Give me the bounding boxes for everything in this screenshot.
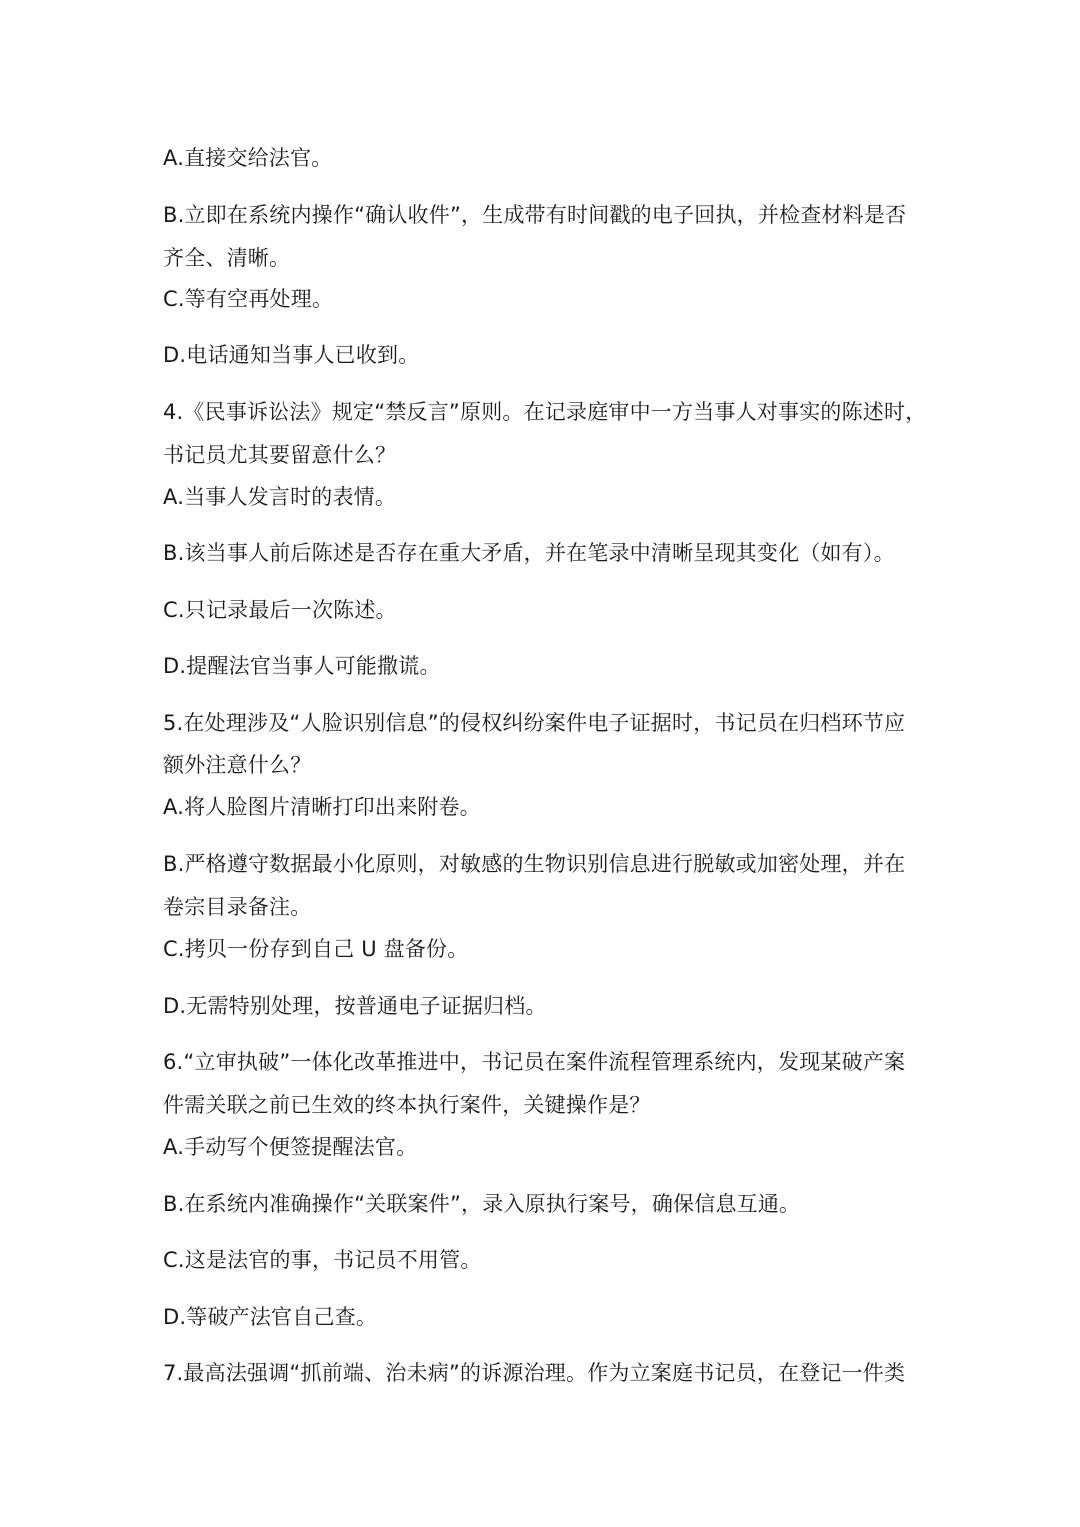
question-6-option-c: C.这是法官的事，书记员不用管。 <box>163 1248 482 1272</box>
answer-option-b: B.立即在系统内操作“确认收件”，生成带有时间戳的电子回执，并检查材料是否 <box>163 203 907 227</box>
question-6-option-a: A.手动写个便签提醒法官。 <box>163 1135 418 1159</box>
question-4-option-b: B.该当事人前后陈述是否存在重大矛盾，并在笔录中清晰呈现其变化（如有）。 <box>163 541 895 565</box>
question-5-option-b-continued: 卷宗目录备注。 <box>163 895 312 919</box>
question-6-option-b: B.在系统内准确操作“关联案件”，录入原执行案号，确保信息互通。 <box>163 1192 801 1216</box>
answer-option-d: D.电话通知当事人已收到。 <box>163 343 420 367</box>
question-6-continued: 件需关联之前已生效的终本执行案件，关键操作是？ <box>163 1093 651 1117</box>
question-5-option-c: C.拷贝一份存到自己 U 盘备份。 <box>163 937 469 961</box>
question-4-option-a: A.当事人发言时的表情。 <box>163 485 397 509</box>
question-5-option-b: B.严格遵守数据最小化原则，对敏感的生物识别信息进行脱敏或加密处理，并在 <box>163 852 906 876</box>
question-7: 7.最高法强调“抓前端、治未病”的诉源治理。作为立案庭书记员，在登记一件类 <box>163 1361 906 1385</box>
question-6: 6.“立审执破”一体化改革推进中，书记员在案件流程管理系统内，发现某破产案 <box>163 1050 906 1074</box>
question-5-option-a: A.将人脸图片清晰打印出来附卷。 <box>163 795 481 819</box>
question-4: 4.《民事诉讼法》规定“禁反言”原则。在记录庭审中一方当事人对事实的陈述时， <box>163 400 927 424</box>
question-5: 5.在处理涉及“人脸识别信息”的侵权纠纷案件电子证据时，书记员在归档环节应 <box>163 711 906 735</box>
question-6-option-d: D.等破产法官自己查。 <box>163 1305 378 1329</box>
answer-option-b-continued: 齐全、清晰。 <box>163 246 291 270</box>
answer-option-c: C.等有空再处理。 <box>163 287 334 311</box>
question-4-option-c: C.只记录最后一次陈述。 <box>163 598 397 622</box>
question-5-continued: 额外注意什么？ <box>163 753 312 777</box>
question-5-option-d: D.无需特别处理，按普通电子证据归档。 <box>163 994 547 1018</box>
question-4-option-d: D.提醒法官当事人可能撒谎。 <box>163 654 441 678</box>
question-4-continued: 书记员尤其要留意什么？ <box>163 443 397 467</box>
answer-option-a: A.直接交给法官。 <box>163 146 333 170</box>
